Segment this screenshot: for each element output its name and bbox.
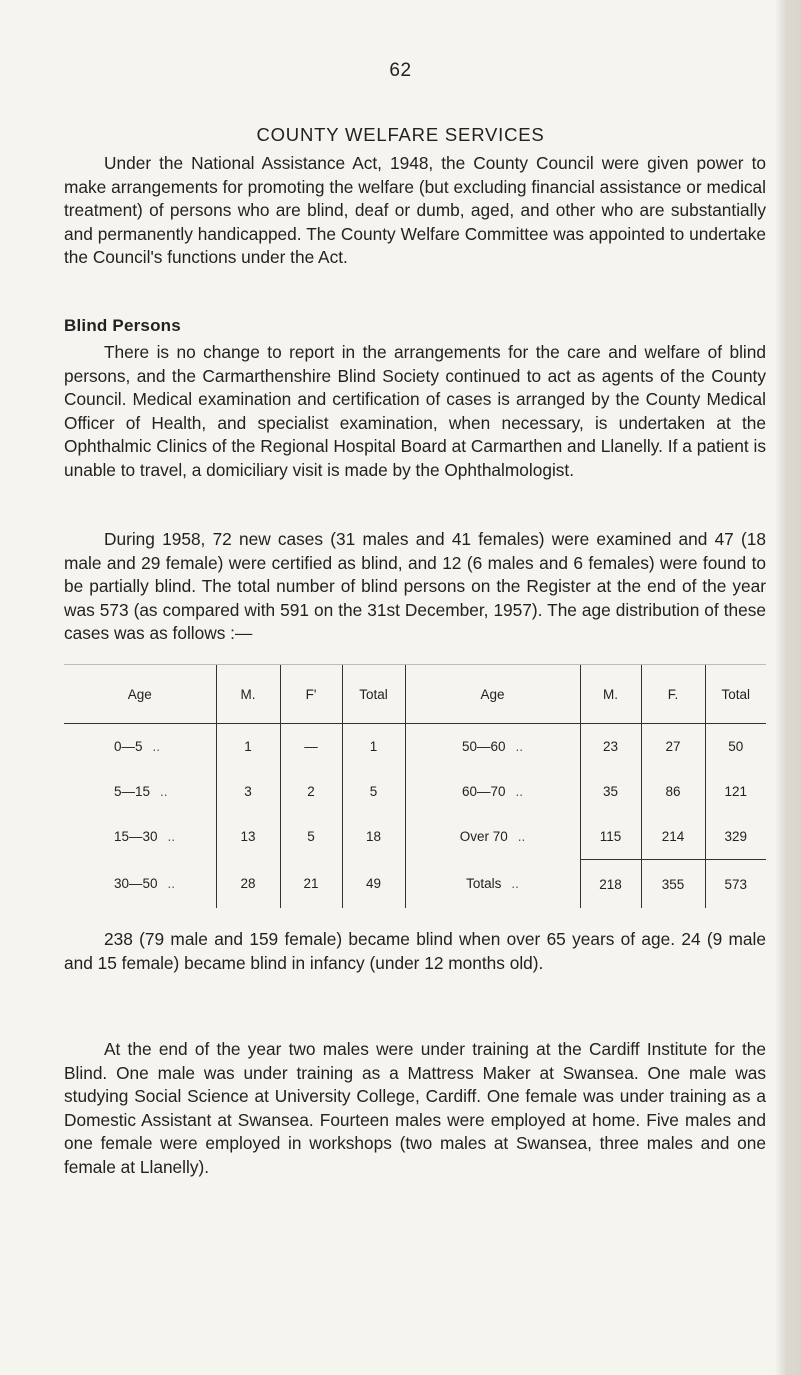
female-count: 2 <box>280 769 342 814</box>
arrangements-paragraph <box>64 341 766 482</box>
header-male-right: M. <box>580 665 641 724</box>
cases-1958-text: During 1958, 72 new cases (31 males and 41 females) were examined and 47 (18 male and 29 female) were certified as blind, and 12 (6 males and 6 females) were found to be partially blind. The total number of blind persons on the Register at the end of the year was 573 (as compared with 591 on the 31st December, 1957). The age distribution of these cases was as follows :— <box>64 529 766 643</box>
female-count: 214 <box>641 814 705 860</box>
total-count: 1 <box>342 724 405 770</box>
total-count: 5 <box>342 769 405 814</box>
female-count: 86 <box>641 769 705 814</box>
training-text: At the end of the year two males were under training at the Cardiff Institute for the Blind. One male was under training as a Mattress Maker at Swansea. One male was studying Social Science at University College, Cardiff. One female was under training as a Domestic Assistant at Swansea. Fourteen males were employed at home. Five males and one female were employed in workshops (two males at Swansea, three males and one female at Llanelly). <box>64 1039 766 1177</box>
intro-paragraph <box>64 152 766 270</box>
intro-text: Under the National Assistance Act, 1948, the County Council were given power to make arrangements for promoting the welfare (but excluding financial assistance or medical treatment) of persons who are blind, deaf or dumb, aged, and other who are substantially and permanently handicapped. The County Welfare Committee was appointed to undertake the Council's functions under the Act. <box>64 153 766 267</box>
age-group-cell: 5—15 .. <box>114 784 168 799</box>
age-group-cell: 0—5 .. <box>114 739 161 754</box>
totals-label-cell: Totals .. <box>405 860 580 909</box>
age-distribution-table <box>64 664 766 908</box>
male-count: 28 <box>216 860 280 909</box>
female-count: 5 <box>280 814 342 860</box>
header-female-left: F' <box>280 665 342 724</box>
total-count: 329 <box>705 814 766 860</box>
table-header-row <box>64 665 766 724</box>
header-total-right: Total <box>705 665 766 724</box>
header-total-left: Total <box>342 665 405 724</box>
female-count: 21 <box>280 860 342 909</box>
table-row <box>64 814 766 860</box>
total-count: 18 <box>342 814 405 860</box>
male-count: 35 <box>580 769 641 814</box>
arrangements-text: There is no change to report in the arrangements for the care and welfare of blind persons, and the Carmarthenshire Blind Society continued to act as agents of the County Council. Medical examination and certification of cases is arranged by the County Medical Officer of Health, and specialist examination, when necessary, is undertaken at the Ophthalmic Clinics of the Regional Hospital Board at Carmarthen and Llanelly. If a patient is unable to travel, a domiciliary visit is made by the Ophthalmologist. <box>64 342 766 480</box>
header-age-left: Age <box>64 665 216 724</box>
female-count: 27 <box>641 724 705 770</box>
male-count: 115 <box>580 814 641 860</box>
header-male-left: M. <box>216 665 280 724</box>
cases-1958-paragraph <box>64 528 766 646</box>
age-group-cell: 15—30 .. <box>114 829 176 845</box>
age-group-cell: 30—50 .. <box>114 876 176 892</box>
total-count: 50 <box>705 724 766 770</box>
male-count: 13 <box>216 814 280 860</box>
male-total: 218 <box>580 860 641 909</box>
page-title: COUNTY WELFARE SERVICES <box>256 124 545 145</box>
age-onset-text: 238 (79 male and 159 female) became blind when over 65 years of age. 24 (9 male and 15 female) became blind in infancy (under 12 months old). <box>64 929 766 973</box>
table-row <box>64 769 766 814</box>
male-count: 3 <box>216 769 280 814</box>
header-female-right: F. <box>641 665 705 724</box>
male-count: 23 <box>580 724 641 770</box>
page-number: 62 <box>389 60 412 81</box>
age-group-cell: 50—60 .. <box>405 724 580 770</box>
grand-total: 573 <box>705 860 766 909</box>
table-row <box>64 724 766 770</box>
section-heading-blind-persons: Blind Persons <box>64 316 181 335</box>
page-edge-shadow <box>775 0 801 1375</box>
age-group-cell: Over 70 .. <box>405 814 580 860</box>
training-paragraph <box>64 1038 766 1179</box>
table-row-totals <box>64 860 766 909</box>
total-count: 121 <box>705 769 766 814</box>
age-group-cell: 60—70 .. <box>405 769 580 814</box>
female-total: 355 <box>641 860 705 909</box>
header-age-right: Age <box>405 665 580 724</box>
female-count: — <box>280 724 342 770</box>
age-onset-paragraph <box>64 928 766 975</box>
total-count: 49 <box>342 860 405 909</box>
male-count: 1 <box>216 724 280 770</box>
